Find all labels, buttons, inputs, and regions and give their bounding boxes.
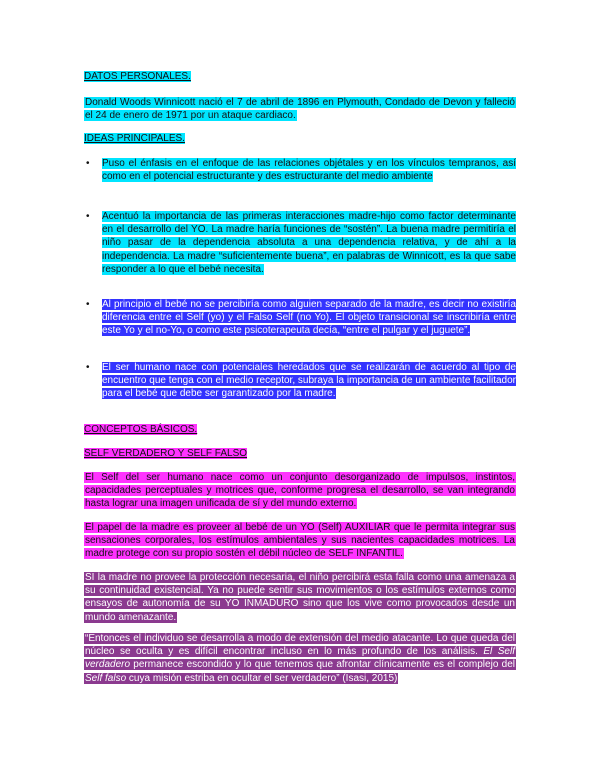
datos-heading: DATOS PERSONALES. bbox=[84, 71, 191, 82]
bullet-dot: • bbox=[86, 299, 90, 310]
idea-bullet-3: • Al principio el bebé no se percibiría como alguien separado de la madre, es decir no existiría diferencia entre el Self (yo) y el Falso Self (no Yo). El objeto transicional se inscribiría entre este Yo y el no-Yo, o como este psicoterapeuta decía, “entre el pulgar y el juguete”. bbox=[86, 299, 516, 337]
self-subheading: SELF VERDADERO Y SELF FALSO bbox=[84, 448, 248, 459]
conceptos-paragraph-2: El papel de la madre es proveer al bebé de un YO (Self) AUXILIAR que le permita integrar sus sensaciones corporales, los estímulos ambientales y sus nacientes capacidades motrices. La madre protege con su propio sostén el débil núcleo de SELF INFANTIL. bbox=[85, 522, 515, 560]
conceptos-heading: CONCEPTOS BÁSICOS. bbox=[84, 424, 198, 435]
bullet-dot: • bbox=[86, 211, 90, 222]
idea-bullet-1: • Puso el énfasis en el enfoque de las relaciones objétales y en los vínculos tempranos, así como en el potencial estructurante y des estructurante del medio ambiente bbox=[86, 158, 516, 183]
idea-bullet-2: • Acentuó la importancia de las primeras interacciones madre-hijo como factor determinante en el desarrollo del YO. La madre haría funciones de “sostén”. La buena madre permitiría el niño pasar de la dependencia absoluta a una dependencia relativa, y de ahí a la independencia. La madre “suficientemente buena”, en palabras de Winnicott, es la que sabe responder a lo que el bebé necesita. bbox=[86, 211, 516, 275]
ideas-heading: IDEAS PRINCIPALES. bbox=[84, 133, 185, 144]
bullet-dot: • bbox=[86, 158, 90, 169]
bullet-dot: • bbox=[86, 362, 90, 373]
datos-paragraph: Donald Woods Winnicott nació el 7 de abril de 1896 en Plymouth, Condado de Devon y falleció el 24 de enero de 1971 por un ataque cardiaco. bbox=[85, 97, 515, 122]
conceptos-paragraph-3: SI la madre no provee la protección necesaria, el niño percibirá esta falla como una amenaza a su continuidad existencial. Ya no puede sentir sus movimientos o los estímulos externos como ensayos de autonomía de su YO INMADURO sino que los vive como provocados desde un mundo amenazante. bbox=[85, 572, 515, 623]
conceptos-paragraph-1: El Self del ser humano nace como un conjunto desorganizado de impulsos, instintos, capacidades perceptuales y motrices que, conforme progresa el desarrollo, se van integrando hasta lograr una imagen unificada de sí y del mundo externo. bbox=[85, 472, 515, 510]
idea-bullet-4: • El ser humano nace con potenciales heredados que se realizarán de acuerdo al tipo de encuentro que tenga con el medio receptor, subraya la importancia de un ambiente facilitador para el bebé que debe ser garantizado por la madre. bbox=[86, 362, 516, 400]
isasi-quote bbox=[84, 632, 516, 685]
quote-text: “Entonces el individuo se desarrolla a modo de extensión del medio atacante. Lo que queda del núcleo se oculta y es difícil encontrar incluso en lo más profundo de los análisis. El Self verdadero permanece escondido y lo que tenemos que afrontar clínicamente es el complejo del Self falso cuya misión estriba en ocultar el ser verdadero” (Isasi, 2015) bbox=[85, 633, 515, 684]
